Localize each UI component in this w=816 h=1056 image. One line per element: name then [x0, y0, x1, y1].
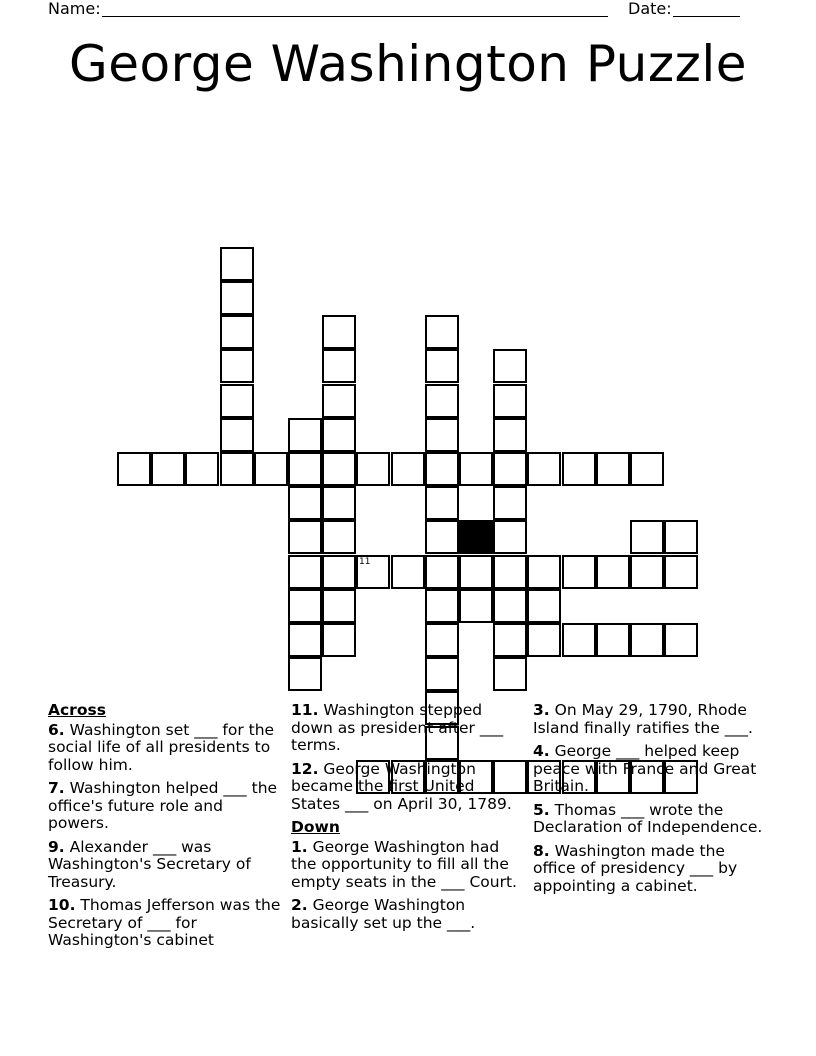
clue-text: Washington set ___ for the social life of all presidents to follow him.	[48, 720, 275, 774]
crossword-cell[interactable]	[425, 384, 459, 418]
crossword-cell[interactable]	[562, 555, 596, 589]
clue-down-4	[533, 743, 768, 796]
clue-number: 11.	[291, 701, 319, 719]
clue-text: Washington stepped down as president after ___ terms.	[291, 701, 504, 754]
crossword-cell[interactable]	[288, 486, 322, 520]
clue-text: On May 29, 1790, Rhode Island finally ratifies the ___.	[533, 701, 753, 737]
clue-down-2	[291, 897, 527, 932]
crossword-cell[interactable]	[630, 452, 664, 486]
crossword-cell[interactable]	[322, 384, 356, 418]
crossword-cell[interactable]	[288, 623, 322, 657]
clue-number: 5.	[533, 800, 550, 819]
crossword-cell[interactable]	[425, 589, 459, 623]
crossword-cell[interactable]	[356, 452, 390, 486]
clue-number: 12.	[291, 759, 319, 778]
across-heading: Across	[48, 701, 106, 719]
crossword-cell[interactable]	[322, 349, 356, 383]
clue-column-3	[533, 702, 768, 901]
clue-text: George Washington basically set up the ___.	[291, 896, 476, 932]
clue-text: Alexander ___ was Washington's Secretary of Treasury.	[48, 837, 251, 891]
crossword-cell[interactable]	[288, 418, 322, 452]
crossword-cell[interactable]	[425, 452, 459, 486]
crossword-cell[interactable]	[288, 452, 322, 486]
crossword-cell[interactable]	[596, 623, 630, 657]
crossword-cell[interactable]	[288, 520, 322, 554]
crossword-cell[interactable]	[151, 452, 185, 486]
crossword-cell[interactable]	[493, 349, 527, 383]
crossword-cell[interactable]	[391, 555, 425, 589]
crossword-cell[interactable]	[459, 589, 493, 623]
crossword-cell[interactable]	[220, 315, 254, 349]
clue-across-10	[48, 897, 284, 950]
crossword-cell[interactable]	[254, 452, 288, 486]
clue-across-7	[48, 780, 284, 833]
clue-number: 2.	[291, 896, 308, 914]
crossword-cell[interactable]	[425, 486, 459, 520]
crossword-cell[interactable]	[322, 623, 356, 657]
crossword-cell[interactable]	[630, 623, 664, 657]
crossword-cell[interactable]	[322, 452, 356, 486]
crossword-cell[interactable]	[322, 555, 356, 589]
crossword-cell[interactable]	[664, 520, 698, 554]
crossword-cell[interactable]	[391, 452, 425, 486]
clue-down-3	[533, 702, 768, 737]
crossword-cell[interactable]	[596, 555, 630, 589]
crossword-cell[interactable]	[220, 247, 254, 281]
clue-column-1	[48, 702, 284, 956]
clue-text: Washington made the office of presidency ___ by appointing a cabinet.	[533, 841, 738, 895]
clue-number: 1.	[291, 837, 308, 856]
crossword-cell[interactable]	[220, 418, 254, 452]
crossword-cell[interactable]	[527, 589, 561, 623]
clue-across-11	[291, 702, 527, 755]
crossword-cell[interactable]	[425, 315, 459, 349]
crossword-cell[interactable]	[630, 520, 664, 554]
crossword-cell[interactable]	[220, 384, 254, 418]
clue-number: 3.	[533, 701, 550, 719]
crossword-cell[interactable]	[630, 555, 664, 589]
clue-across-9	[48, 839, 284, 892]
crossword-cell[interactable]	[527, 555, 561, 589]
clue-number: 7.	[48, 779, 65, 797]
crossword-cell[interactable]	[220, 281, 254, 315]
crossword-cell[interactable]	[117, 452, 151, 486]
crossword-cell[interactable]	[493, 589, 527, 623]
crossword-cell[interactable]	[493, 623, 527, 657]
down-heading: Down	[291, 818, 340, 836]
clue-text: Washington helped ___ the office's future role and powers.	[48, 779, 278, 832]
clue-text: George Washington became the first United States ___ on April 30, 1789.	[291, 759, 512, 813]
crossword-cell[interactable]	[322, 418, 356, 452]
clue-text: Thomas ___ wrote the Declaration of Independence.	[533, 800, 763, 836]
crossword-cell[interactable]	[288, 657, 322, 691]
crossword-cell[interactable]	[527, 623, 561, 657]
crossword-cell[interactable]	[220, 452, 254, 486]
crossword-cell[interactable]	[425, 418, 459, 452]
crossword-cell[interactable]	[288, 555, 322, 589]
crossword-cell[interactable]	[322, 520, 356, 554]
crossword-cell[interactable]	[425, 349, 459, 383]
crossword-cell[interactable]	[493, 452, 527, 486]
clue-number-label: 11	[359, 557, 371, 567]
date-label: Date:	[628, 0, 672, 18]
crossword-cell[interactable]	[185, 452, 219, 486]
crossword-cell[interactable]	[322, 589, 356, 623]
clue-number: 6.	[48, 720, 65, 739]
clue-number: 10.	[48, 896, 76, 914]
clue-across-6	[48, 722, 284, 775]
crossword-cell[interactable]	[459, 555, 493, 589]
crossword-cell[interactable]	[664, 623, 698, 657]
crossword-cell[interactable]	[425, 657, 459, 691]
crossword-cell[interactable]	[220, 349, 254, 383]
clue-down-5	[533, 802, 768, 837]
crossword-cell[interactable]	[425, 555, 459, 589]
crossword-cell[interactable]	[493, 657, 527, 691]
crossword-cell[interactable]	[288, 589, 322, 623]
clue-down-1	[291, 839, 527, 892]
crossword-cell[interactable]	[562, 452, 596, 486]
crossword-cell[interactable]	[493, 520, 527, 554]
clue-across-12	[291, 761, 527, 814]
crossword-cell[interactable]	[493, 384, 527, 418]
crossword-cell[interactable]	[322, 486, 356, 520]
puzzle-title: George Washington Puzzle	[69, 35, 747, 93]
clues-section	[48, 702, 768, 962]
crossword-cell[interactable]	[425, 520, 459, 554]
crossword-cell[interactable]	[493, 555, 527, 589]
clue-number: 4.	[533, 742, 550, 760]
crossword-black-cell	[459, 520, 493, 554]
crossword-cell[interactable]	[493, 486, 527, 520]
crossword-cell[interactable]	[493, 418, 527, 452]
crossword-cell[interactable]	[459, 452, 493, 486]
clue-down-8	[533, 843, 768, 896]
crossword-cell[interactable]	[562, 623, 596, 657]
crossword-cell[interactable]	[596, 452, 630, 486]
crossword-cell[interactable]	[664, 555, 698, 589]
crossword-cell[interactable]	[527, 452, 561, 486]
clue-text: George ___ helped keep peace with France and Great Britain.	[533, 742, 757, 795]
name-label: Name:	[48, 0, 101, 18]
clue-number: 9.	[48, 837, 65, 856]
clue-text: George Washington had the opportunity to fill all the empty seats in the ___ Court.	[291, 837, 517, 891]
crossword-cell[interactable]	[322, 315, 356, 349]
crossword-cell[interactable]	[425, 623, 459, 657]
crossword-cell[interactable]	[356, 555, 390, 589]
clue-number: 8.	[533, 841, 550, 860]
clue-text: Thomas Jefferson was the Secretary of ___ for Washington's cabinet	[48, 896, 281, 949]
clue-column-2	[291, 702, 527, 938]
